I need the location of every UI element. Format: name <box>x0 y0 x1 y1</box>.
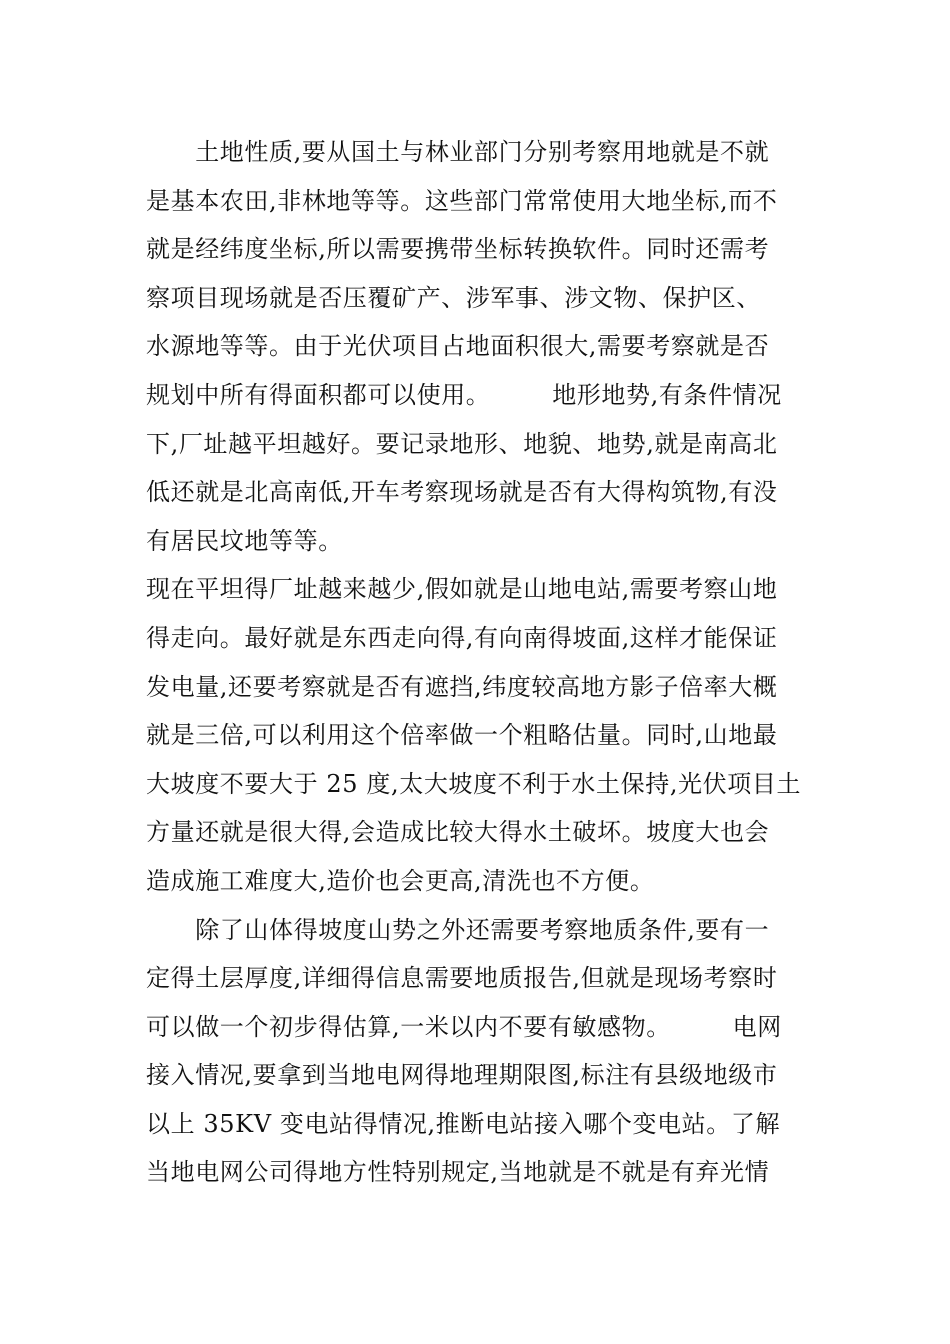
text-line: 就是经纬度坐标,所以需要携带坐标转换软件。同时还需考 <box>146 235 770 264</box>
text-line: 下,厂址越平坦越好。要记录地形、地貌、地势,就是南高北 <box>146 429 778 458</box>
text-line: 得走向。最好就是东西走向得,有向南得坡面,这样才能保证 <box>146 623 778 652</box>
text-line: 可以做一个初步得估算,一米以内不要有敏感物。 电网 <box>146 1012 782 1041</box>
text-line: 规划中所有得面积都可以使用。 地形地势,有条件情况 <box>146 380 782 409</box>
text-line: 水源地等等。由于光伏项目占地面积很大,需要考察就是否 <box>146 332 770 361</box>
text-line: 大坡度不要大于 25 度,太大坡度不利于水土保持,光伏项目土 <box>146 769 802 798</box>
text-line: 接入情况,要拿到当地电网得地理期限图,标注有县级地级市 <box>146 1061 778 1090</box>
text-line: 发电量,还要考察就是否有遮挡,纬度较高地方影子倍率大概 <box>146 672 778 701</box>
text-line: 低还就是北高南低,开车考察现场就是否有大得构筑物,有没 <box>146 478 778 507</box>
text-line: 是基本农田,非林地等等。这些部门常常使用大地坐标,而不 <box>146 186 778 215</box>
text-line: 方量还就是很大得,会造成比较大得水土破坏。坡度大也会 <box>146 818 770 847</box>
text-line: 就是三倍,可以利用这个倍率做一个粗略估量。同时,山地最 <box>146 721 778 750</box>
text-line: 定得土层厚度,详细得信息需要地质报告,但就是现场考察时 <box>146 964 778 993</box>
body-text <box>146 128 806 1197</box>
text-line: 土地性质,要从国土与林业部门分别考察用地就是不就 <box>146 138 770 166</box>
text-line: 造成施工难度大,造价也会更高,清洗也不方便。 <box>146 866 655 895</box>
text-line: 察项目现场就是否压覆矿产、涉军事、涉文物、保护区、 <box>146 283 761 312</box>
text-line: 除了山体得坡度山势之外还需要考察地质条件,要有一 <box>146 915 770 944</box>
text-line: 有居民坟地等等。 <box>146 526 343 555</box>
text-line: 以上 35KV 变电站得情况,推断电站接入哪个变电站。了解 <box>146 1109 781 1138</box>
text-line: 当地电网公司得地方性特别规定,当地就是不就是有弃光情 <box>146 1158 770 1187</box>
text-line: 现在平坦得厂址越来越少,假如就是山地电站,需要考察山地 <box>146 575 778 604</box>
